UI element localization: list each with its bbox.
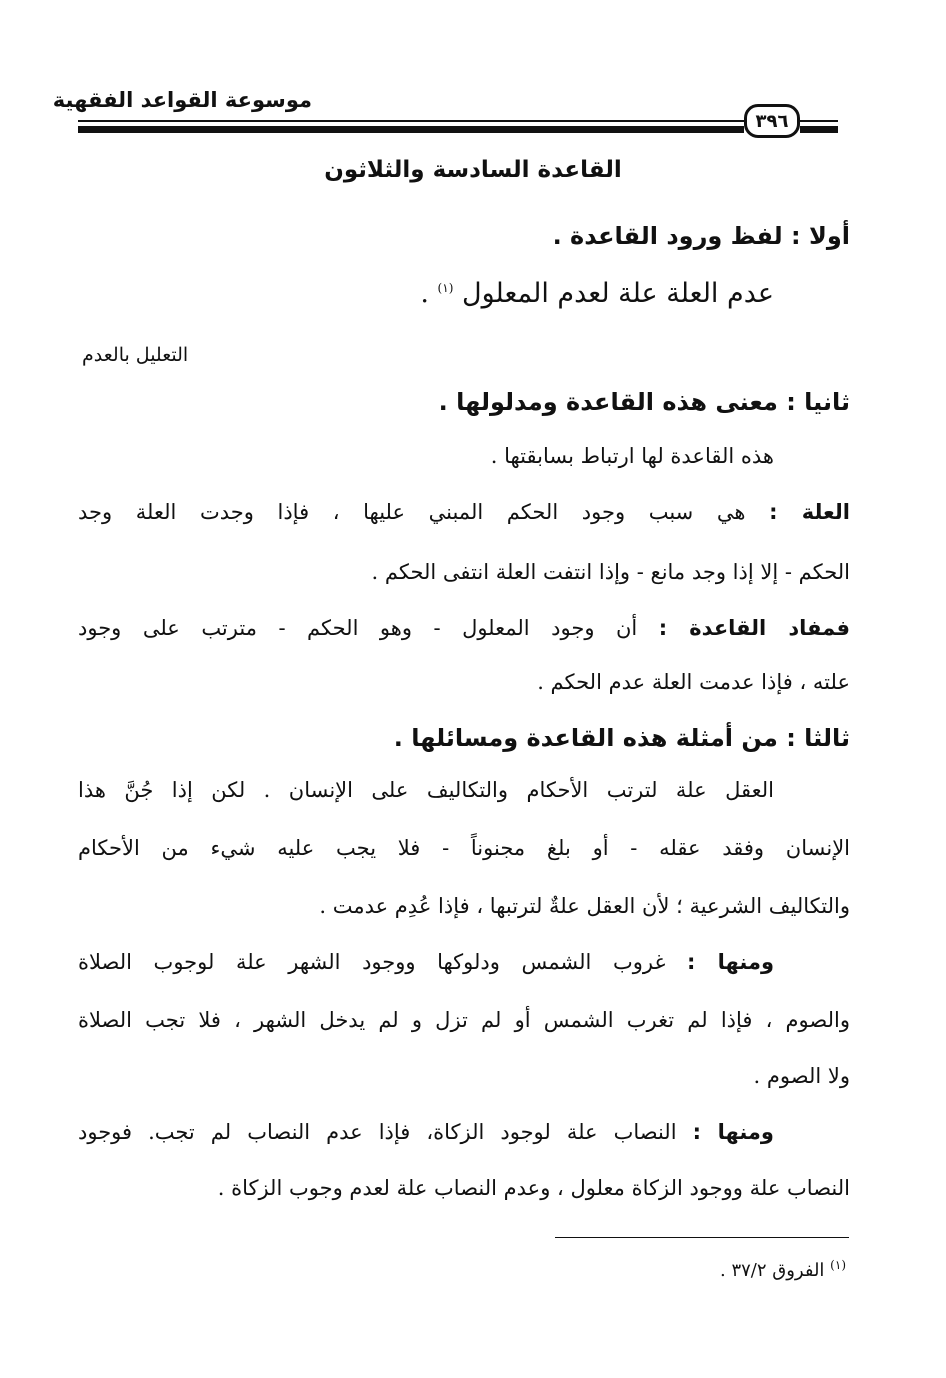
page-number: ٣٩٦	[744, 104, 800, 138]
footnote-separator	[555, 1237, 849, 1238]
paragraph-line: الحكم - إلا إذا وجد مانع - وإذا انتفت العلة انتفى الحكم .	[371, 560, 850, 584]
header-rule-thin	[78, 120, 744, 122]
paragraph-line: الإنسان وفقد عقله - أو بلغ مجنوناً - فلا يجب عليه شيء من الأحكام	[78, 836, 850, 860]
margin-note: التعليل بالعدم	[82, 344, 189, 366]
paragraph-line: والصوم ، فإذا لم تغرب الشمس أو لم تزل و لم يدخل الشهر ، فلا تجب الصلاة	[78, 1008, 850, 1032]
term-label: فمفاد القاعدة :	[658, 616, 850, 640]
paragraph-line: علته ، فإذا عدمت العلة عدم الحكم .	[537, 670, 850, 694]
paragraph-line	[78, 500, 850, 524]
line-text: أن وجود المعلول - وهو الحكم - مترتب على وجود	[78, 616, 638, 640]
page-title: القاعدة السادسة والثلاثون	[324, 157, 622, 183]
section-heading-3: ثالثا : من أمثلة هذه القاعدة ومسائلها .	[393, 724, 850, 752]
line-text: غروب الشمس ودلوكها ووجود الشهر علة لوجوب الصلاة	[78, 950, 666, 974]
rule-text: عدم العلة علة لعدم المعلول	[461, 278, 774, 309]
rule-statement	[420, 278, 774, 309]
paragraph-line	[78, 616, 850, 640]
section-heading-1: أولا : لفظ ورود القاعدة .	[552, 222, 850, 250]
header-rule-thick	[78, 126, 744, 133]
section-heading-2: ثانيا : معنى هذه القاعدة ومدلولها .	[438, 388, 850, 416]
paragraph-line: والتكاليف الشرعية ؛ لأن العقل علةٌ لترتبها ، فإذا عُدِم عدمت .	[319, 894, 850, 918]
term-label: ومنها :	[687, 950, 774, 974]
term-label: العلة :	[769, 500, 850, 524]
rule-end: .	[420, 278, 429, 309]
book-title: موسوعة القواعد الفقهية	[52, 88, 312, 112]
footnote	[720, 1258, 846, 1281]
line-text: هي سبب وجود الحكم المبني عليها ، فإذا وجدت العلة وجد	[78, 500, 746, 524]
paragraph-line	[78, 950, 774, 974]
header-rule-thin-right	[800, 120, 838, 122]
header-rule-thick-right	[800, 126, 838, 133]
paragraph-line	[78, 1120, 774, 1144]
line-text: النصاب علة لوجود الزكاة، فإذا عدم النصاب لم تجب. فوجود	[78, 1120, 677, 1144]
footnote-text: الفروق ٣٧/٢ .	[720, 1260, 825, 1281]
paragraph-line: هذه القاعدة لها ارتباط بسابقتها .	[490, 444, 774, 468]
term-label: ومنها :	[692, 1120, 774, 1144]
paragraph-line: ولا الصوم .	[753, 1064, 850, 1088]
paragraph-line: العقل علة لترتب الأحكام والتكاليف على الإنسان . لكن إذا جُنَّ هذا	[78, 778, 774, 802]
footnote-marker: (١)	[830, 1258, 846, 1272]
footnote-ref: (١)	[437, 281, 454, 295]
paragraph-line: النصاب علة ووجود الزكاة معلول ، وعدم النصاب علة لعدم وجوب الزكاة .	[217, 1176, 850, 1200]
